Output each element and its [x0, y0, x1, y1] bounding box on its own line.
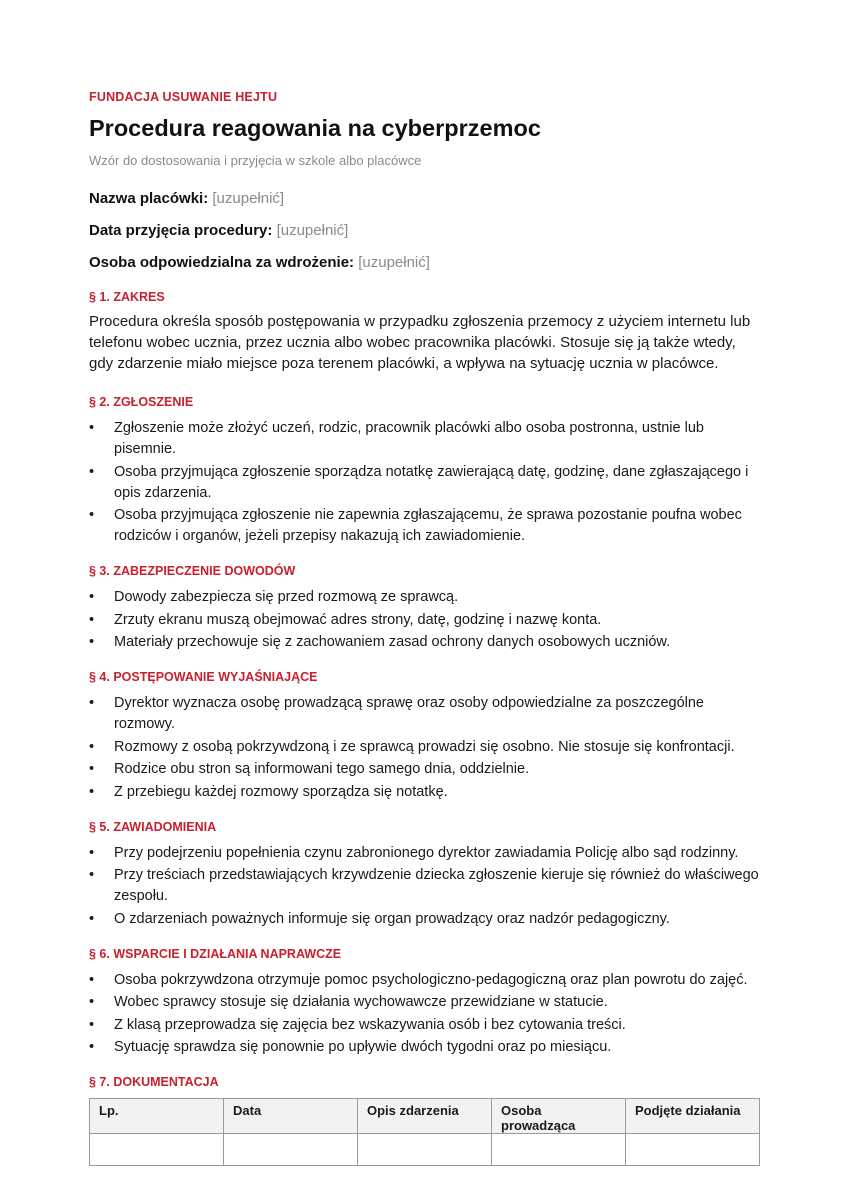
section-scope	[89, 289, 760, 374]
column-header-actions: Podjęte działania	[626, 1099, 760, 1134]
field-value-placeholder: [uzupełnić]	[212, 190, 285, 207]
list-item-text: Sytuację sprawdza się ponownie po upływie dwóch tygodni oraz po miesiącu.	[114, 1039, 612, 1055]
field-value-placeholder: [uzupełnić]	[276, 222, 349, 239]
bullet-icon: •	[89, 867, 95, 883]
field-facility-name	[89, 189, 760, 209]
list-item-text: Przy treściach przedstawiających krzywdzenie dziecka zgłoszenie kieruje się również do właściwego zespołu.	[114, 867, 759, 904]
section-documentation	[89, 1074, 760, 1166]
list-item	[89, 505, 760, 547]
list-item	[89, 992, 760, 1013]
table-header-row	[90, 1099, 760, 1134]
section-list	[89, 693, 760, 803]
table-cell	[626, 1134, 760, 1166]
section-support	[89, 946, 760, 1059]
column-header-date: Data	[224, 1099, 358, 1134]
list-item	[89, 843, 760, 864]
list-item	[89, 782, 760, 803]
list-item	[89, 632, 760, 653]
section-heading: § 2. ZGŁOSZENIE	[89, 395, 194, 409]
bullet-icon: •	[89, 971, 95, 988]
list-item-text: Osoba przyjmująca zgłoszenie nie zapewnia zgłaszającemu, że sprawa pozostanie poufna wobec rodziców i organów, jeżeli przepisy nakazują ich zawiadomienie.	[114, 507, 742, 544]
section-paragraph: Procedura określa sposób postępowania w przypadku zgłoszenia przemocy z użyciem internetu lub telefonu wobec ucznia, przez ucznia albo wobec pracownika placówki. Stosuje się ją także wtedy, gdy zdarzenie miało miejsce poza terenem placówki, a wpływa na sytuację ucznia w placówce.	[89, 313, 751, 372]
list-item-text: Osoba pokrzywdzona otrzymuje pomoc psychologiczno-pedagogiczną oraz plan powrotu do zajęć.	[114, 971, 748, 988]
table-cell	[358, 1134, 492, 1166]
documentation-table	[89, 1098, 760, 1166]
section-heading: § 7. DOKUMENTACJA	[89, 1075, 219, 1089]
section-list	[89, 418, 760, 547]
list-item	[89, 462, 760, 504]
list-item-text: Dyrektor wyznacza osobę prowadzącą sprawę oraz osoby odpowiedzialne za poszczególne rozmowy.	[114, 695, 704, 732]
bullet-icon: •	[89, 507, 95, 523]
field-adoption-date	[89, 221, 760, 241]
table-cell	[90, 1134, 224, 1166]
bullet-icon: •	[89, 695, 95, 711]
list-item	[89, 587, 760, 608]
section-report	[89, 394, 760, 547]
section-evidence	[89, 563, 760, 653]
organization-name: FUNDACJA USUWANIE HEJTU	[89, 90, 278, 104]
bullet-icon: •	[89, 1039, 95, 1055]
list-item	[89, 909, 760, 930]
bullet-icon: •	[89, 910, 95, 927]
list-item-text: Osoba przyjmująca zgłoszenie sporządza notatkę zawierającą datę, godzinę, dane zgłaszającego i opis zdarzenia.	[114, 463, 749, 501]
section-heading: § 1. ZAKRES	[89, 290, 165, 304]
list-item-text: Zgłoszenie może złożyć uczeń, rodzic, pracownik placówki albo osoba postronna, ustnie lub pisemnie.	[114, 420, 704, 457]
document-title: Procedura reagowania na cyberprzemoc	[89, 115, 541, 141]
list-item-text: Dowody zabezpiecza się przed rozmową ze sprawcą.	[114, 589, 459, 605]
list-item-text: Rodzice obu stron są informowani tego samego dnia, oddzielnie.	[114, 761, 530, 777]
bullet-icon: •	[89, 783, 95, 800]
list-item-text: Przy podejrzeniu popełnienia czynu zabronionego dyrektor zawiadamia Policję albo sąd rodzinny.	[114, 844, 739, 861]
section-heading: § 4. POSTĘPOWANIE WYJAŚNIAJĄCE	[89, 670, 318, 684]
section-list	[89, 970, 760, 1059]
section-heading: § 3. ZABEZPIECZENIE DOWODÓW	[89, 564, 296, 578]
list-item	[89, 737, 760, 758]
list-item-text: Rozmowy z osobą pokrzywdzoną i ze sprawcą prowadzi się osobno. Nie stosuje się konfrontacji.	[114, 738, 735, 755]
field-label: Osoba odpowiedzialna za wdrożenie:	[89, 254, 355, 271]
column-header-person: Osoba prowadząca	[492, 1099, 626, 1134]
bullet-icon: •	[89, 634, 95, 650]
list-item-text: Materiały przechowuje się z zachowaniem zasad ochrony danych osobowych uczniów.	[114, 634, 671, 650]
field-responsible-person	[89, 253, 760, 273]
form-fields	[89, 189, 760, 273]
field-value-placeholder: [uzupełnić]	[358, 254, 430, 271]
list-item-text: Z klasą przeprowadza się zajęcia bez wskazywania osób i bez cytowania treści.	[114, 1016, 626, 1033]
list-item	[89, 865, 760, 907]
section-heading: § 5. ZAWIADOMIENIA	[89, 819, 217, 834]
section-heading: § 6. WSPARCIE I DZIAŁANIA NAPRAWCZE	[89, 946, 342, 961]
bullet-icon: •	[89, 761, 95, 777]
bullet-icon: •	[89, 994, 95, 1010]
list-item	[89, 970, 760, 991]
list-item	[89, 418, 760, 460]
table-cell	[224, 1134, 358, 1166]
list-item	[89, 1015, 760, 1036]
bullet-icon: •	[89, 1016, 95, 1033]
bullet-icon: •	[89, 611, 95, 628]
section-investigation	[89, 669, 760, 803]
list-item	[89, 693, 760, 735]
table-cell	[492, 1134, 626, 1166]
document-subtitle: Wzór do dostosowania i przyjęcia w szkole albo placówce	[89, 153, 422, 168]
section-list	[89, 587, 760, 653]
bullet-icon: •	[89, 738, 95, 755]
column-header-lp: Lp.	[90, 1099, 224, 1134]
bullet-icon: •	[89, 463, 95, 480]
section-notifications	[89, 819, 760, 930]
section-list	[89, 843, 760, 930]
list-item-text: Z przebiegu każdej rozmowy sporządza się notatkę.	[114, 783, 448, 800]
bullet-icon: •	[89, 844, 95, 861]
list-item	[89, 759, 760, 780]
field-label: Data przyjęcia procedury:	[89, 222, 273, 239]
field-label: Nazwa placówki:	[89, 190, 209, 207]
table-row	[90, 1134, 760, 1166]
list-item	[89, 610, 760, 631]
list-item	[89, 1037, 760, 1058]
list-item-text: Wobec sprawcy stosuje się działania wychowawcze przewidziane w statucie.	[114, 994, 608, 1010]
bullet-icon: •	[89, 420, 95, 436]
list-item-text: O zdarzeniach poważnych informuje się organ prowadzący oraz nadzór pedagogiczny.	[114, 910, 670, 927]
column-header-description: Opis zdarzenia	[358, 1099, 492, 1134]
bullet-icon: •	[89, 589, 95, 605]
list-item-text: Zrzuty ekranu muszą obejmować adres strony, datę, godzinę i nazwę konta.	[114, 611, 602, 628]
